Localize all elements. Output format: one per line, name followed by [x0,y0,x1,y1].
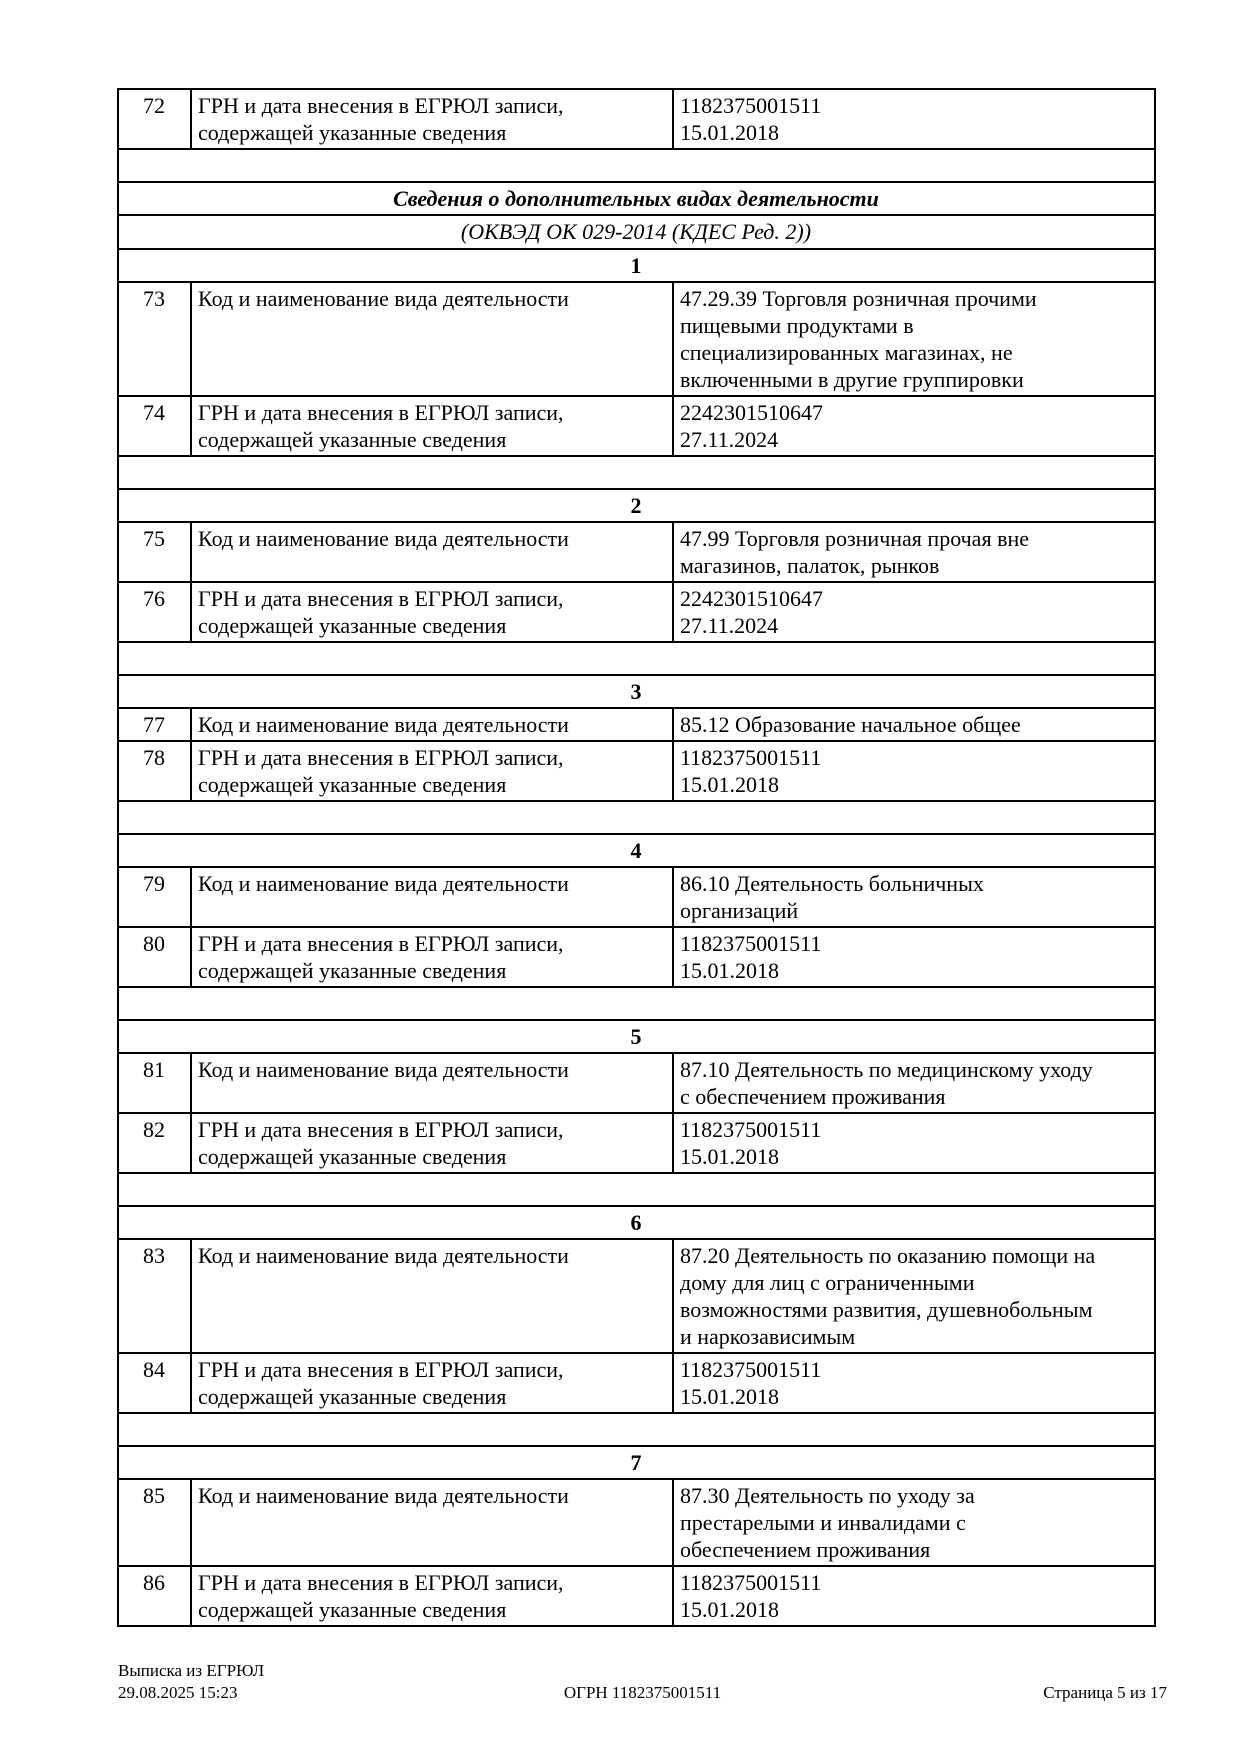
field-label-cell [191,741,673,801]
field-label-cell [191,1113,673,1173]
field-value-line: и наркозависимым [680,1324,856,1349]
field-value-line: организаций [680,898,799,923]
field-label-cell [191,867,673,927]
table-row-82 [118,1113,1155,1173]
table-row-74 [118,396,1155,456]
spacer-cell [118,642,1155,675]
field-value-line: 2242301510647 [680,400,823,425]
table-row-80 [118,927,1155,987]
field-value-cell [673,1239,1155,1353]
field-value-line: 1182375001511 [680,93,822,118]
table-row-85 [118,1479,1155,1566]
field-value-line: 85.12 Образование начальное общее [680,712,1021,737]
row-number-cell: 79 [118,867,191,927]
row-number-cell: 85 [118,1479,191,1566]
number-row [118,1206,1155,1239]
spacer-cell [118,149,1155,182]
spacer-cell [118,1173,1155,1206]
field-value-line: 15.01.2018 [680,120,779,145]
footer-document-type: Выписка из ЕГРЮЛ [118,1661,265,1680]
field-value-line: 87.20 Деятельность по оказанию помощи на [680,1243,1096,1268]
row-number-cell: 82 [118,1113,191,1173]
field-value-line: магазинов, палаток, рынков [680,553,940,578]
registry-table-body [118,89,1155,1626]
number-row [118,834,1155,867]
row-number-cell: 83 [118,1239,191,1353]
field-value-line: включенными в другие группировки [680,367,1024,392]
row-number-cell: 76 [118,582,191,642]
field-label-line: ГРН и дата внесения в ЕГРЮЛ записи, [198,745,564,770]
field-label-line: содержащей указанные сведения [198,613,507,638]
field-value-line: 47.29.39 Торговля розничная прочими [680,286,1037,311]
table-row-77 [118,708,1155,741]
section-number-cell: 5 [118,1020,1155,1053]
field-value-line: 1182375001511 [680,745,822,770]
field-value-line: 15.01.2018 [680,1384,779,1409]
row-number-cell: 72 [118,89,191,149]
field-value-line: возможностями развития, душевнобольным [680,1297,1093,1322]
field-value-line: 1182375001511 [680,1357,822,1382]
section-number-cell: 1 [118,249,1155,282]
field-label-line: Код и наименование вида деятельности [198,871,569,896]
footer-page-number: Страница 5 из 17 [1043,1683,1167,1702]
table-row-84 [118,1353,1155,1413]
field-value-cell [673,282,1155,396]
field-value-line: пищевыми продуктами в [680,313,914,338]
field-value-cell [673,741,1155,801]
row-number-cell: 80 [118,927,191,987]
field-value-line: 1182375001511 [680,1117,822,1142]
section-title-cell: Сведения о дополнительных видах деятельности [118,182,1155,215]
spacer-cell [118,801,1155,834]
field-label-line: содержащей указанные сведения [198,1597,507,1622]
row-number-cell: 81 [118,1053,191,1113]
field-label-line: содержащей указанные сведения [198,1384,507,1409]
row-number-cell: 77 [118,708,191,741]
number-row [118,1020,1155,1053]
field-value-cell [673,1353,1155,1413]
field-label-line: содержащей указанные сведения [198,120,507,145]
field-label-line: ГРН и дата внесения в ЕГРЮЛ записи, [198,400,564,425]
footer-left-block [118,1660,264,1704]
number-row [118,675,1155,708]
spacer-row [118,801,1155,834]
row-number-cell: 86 [118,1566,191,1626]
field-value-line: 15.01.2018 [680,958,779,983]
row-number-cell: 74 [118,396,191,456]
field-label-cell [191,927,673,987]
spacer-cell [118,456,1155,489]
field-value-line: 15.01.2018 [680,1597,779,1622]
field-value-line: с обеспечением проживания [680,1084,946,1109]
section-number-cell: 3 [118,675,1155,708]
row-number-cell: 73 [118,282,191,396]
field-value-cell [673,89,1155,149]
field-label-line: ГРН и дата внесения в ЕГРЮЛ записи, [198,1117,564,1142]
field-label-cell [191,522,673,582]
field-label-line: Код и наименование вида деятельности [198,526,569,551]
footer-datetime: 29.08.2025 15:23 [118,1683,238,1702]
field-value-cell [673,1479,1155,1566]
field-value-line: 87.30 Деятельность по уходу за [680,1483,975,1508]
egrul-extract-table [117,88,1156,1627]
field-value-cell [673,582,1155,642]
field-label-line: содержащей указанные сведения [198,958,507,983]
row-number-cell: 78 [118,741,191,801]
spacer-row [118,642,1155,675]
field-label-cell [191,282,673,396]
number-row [118,1446,1155,1479]
field-label-line: Код и наименование вида деятельности [198,1243,569,1268]
field-label-line: Код и наименование вида деятельности [198,1483,569,1508]
field-value-line: дому для лиц с ограниченными [680,1270,975,1295]
field-label-cell [191,89,673,149]
field-value-line: специализированных магазинах, не [680,340,1013,365]
field-value-cell [673,1053,1155,1113]
field-value-line: 2242301510647 [680,586,823,611]
table-row-76 [118,582,1155,642]
field-value-line: 1182375001511 [680,1570,822,1595]
table-row-79 [118,867,1155,927]
field-label-cell [191,582,673,642]
field-value-cell [673,522,1155,582]
section-number-cell: 6 [118,1206,1155,1239]
spacer-row [118,149,1155,182]
section-number-cell: 4 [118,834,1155,867]
table-row-73 [118,282,1155,396]
field-label-line: ГРН и дата внесения в ЕГРЮЛ записи, [198,93,564,118]
field-label-line: Код и наименование вида деятельности [198,712,569,737]
field-value-cell [673,867,1155,927]
field-label-cell [191,708,673,741]
row-number-cell: 84 [118,1353,191,1413]
footer-ogrn: ОГРН 1182375001511 [563,1683,722,1702]
spacer-row [118,456,1155,489]
field-value-cell [673,927,1155,987]
field-value-cell [673,1113,1155,1173]
field-value-line: 87.10 Деятельность по медицинскому уходу [680,1057,1093,1082]
table-row-72 [118,89,1155,149]
field-label-cell [191,1353,673,1413]
field-value-cell [673,708,1155,741]
number-row [118,489,1155,522]
section-number-cell: 7 [118,1446,1155,1479]
field-value-line: 86.10 Деятельность больничных [680,871,984,896]
field-value-line: престарелыми и инвалидами с [680,1510,966,1535]
field-value-cell [673,1566,1155,1626]
field-label-line: Код и наименование вида деятельности [198,1057,569,1082]
table-row-78 [118,741,1155,801]
subtitle-row [118,215,1155,249]
section-subtitle-cell: (ОКВЭД ОК 029-2014 (КДЕС Ред. 2)) [118,215,1155,249]
section-number-cell: 2 [118,489,1155,522]
field-value-line: 15.01.2018 [680,772,779,797]
field-label-cell [191,1239,673,1353]
field-label-cell [191,1479,673,1566]
field-label-line: ГРН и дата внесения в ЕГРЮЛ записи, [198,1570,564,1595]
number-row [118,249,1155,282]
field-label-line: Код и наименование вида деятельности [198,286,569,311]
field-label-cell [191,1566,673,1626]
table-row-75 [118,522,1155,582]
table-row-86 [118,1566,1155,1626]
field-value-line: 47.99 Торговля розничная прочая вне [680,526,1029,551]
spacer-row [118,987,1155,1020]
field-value-line: 27.11.2024 [680,427,779,452]
table-row-81 [118,1053,1155,1113]
title-row [118,182,1155,215]
field-value-line: 15.01.2018 [680,1144,779,1169]
field-label-cell [191,1053,673,1113]
field-value-line: 1182375001511 [680,931,822,956]
field-label-line: ГРН и дата внесения в ЕГРЮЛ записи, [198,1357,564,1382]
field-value-line: обеспечением проживания [680,1537,931,1562]
field-value-line: 27.11.2024 [680,613,779,638]
field-label-line: содержащей указанные сведения [198,772,507,797]
spacer-row [118,1413,1155,1446]
field-label-line: ГРН и дата внесения в ЕГРЮЛ записи, [198,931,564,956]
spacer-cell [118,1413,1155,1446]
row-number-cell: 75 [118,522,191,582]
field-label-line: ГРН и дата внесения в ЕГРЮЛ записи, [198,586,564,611]
page-footer [118,1660,1167,1706]
field-value-cell [673,396,1155,456]
field-label-line: содержащей указанные сведения [198,427,507,452]
spacer-row [118,1173,1155,1206]
table-row-83 [118,1239,1155,1353]
field-label-line: содержащей указанные сведения [198,1144,507,1169]
spacer-cell [118,987,1155,1020]
field-label-cell [191,396,673,456]
